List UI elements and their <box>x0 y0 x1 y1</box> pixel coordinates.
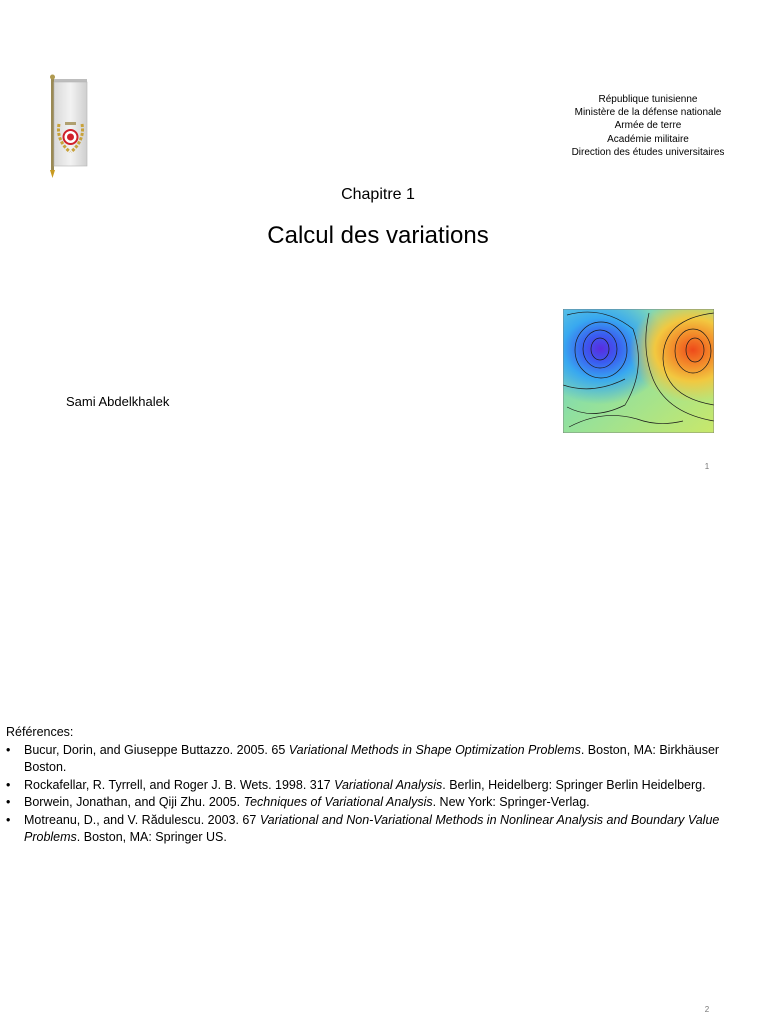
reference-publisher: . New York: Springer-Verlag. <box>432 795 590 809</box>
institution-line-country: République tunisienne <box>598 94 698 105</box>
reference-authors: Bucur, Dorin, and Giuseppe Buttazzo. 2005. 65 <box>24 742 289 757</box>
reference-authors: Motreanu, D., and V. Rădulescu. 2003. 67 <box>24 812 260 827</box>
institution-line-army: Armée de terre <box>614 120 682 132</box>
reference-publisher: . Boston, MA: Birkhäuser Boston. <box>24 742 720 774</box>
institution-line-academy: Académie militaire <box>607 133 689 145</box>
reference-item <box>6 794 762 812</box>
reference-title: Variational Methods in Shape Optimization Problems <box>288 742 581 757</box>
reference-publisher: . Boston, MA: Springer US. <box>76 830 227 844</box>
reference-publisher: . Berlin, Heidelberg: Springer Berlin Heidelberg. <box>442 777 706 792</box>
reference-authors: Rockafellar, R. Tyrrell, and Roger J. B. Wets. 1998. 317 <box>24 777 335 792</box>
banner-emblem-icon <box>44 74 90 180</box>
military-banner-logo <box>44 74 90 180</box>
reference-authors: Borwein, Jonathan, and Qiji Zhu. 2005. <box>24 795 244 809</box>
reference-item <box>6 742 762 777</box>
institution-line-direction: Direction des études universitaires <box>571 146 725 158</box>
references-section <box>6 724 762 847</box>
author-name: Sami Abdelkhalek <box>66 394 170 409</box>
references-heading: Références: <box>6 725 74 739</box>
reference-title: Techniques of Variational Analysis <box>243 795 433 809</box>
reference-item <box>6 812 762 847</box>
page-title: Calcul des variations <box>267 222 489 249</box>
reference-item <box>6 777 762 795</box>
bullet-icon: • <box>6 742 11 757</box>
contour-plot-illustration <box>563 309 714 433</box>
chapter-label: Chapitre 1 <box>341 186 415 203</box>
page-number: 1 <box>704 462 710 471</box>
references-list <box>6 742 762 847</box>
institution-line-ministry: Ministère de la défense nationale <box>574 107 722 119</box>
page-number: 2 <box>704 1005 710 1014</box>
reference-title: Variational Analysis <box>334 777 443 792</box>
bullet-icon: • <box>6 812 11 827</box>
contour-plot-image <box>563 309 714 433</box>
reference-title: Variational and Non-Variational Methods in Nonlinear Analysis and Boundary Value Problems <box>24 812 720 844</box>
bullet-icon: • <box>6 777 11 792</box>
bullet-icon: • <box>6 795 11 809</box>
institution-header <box>560 93 736 159</box>
